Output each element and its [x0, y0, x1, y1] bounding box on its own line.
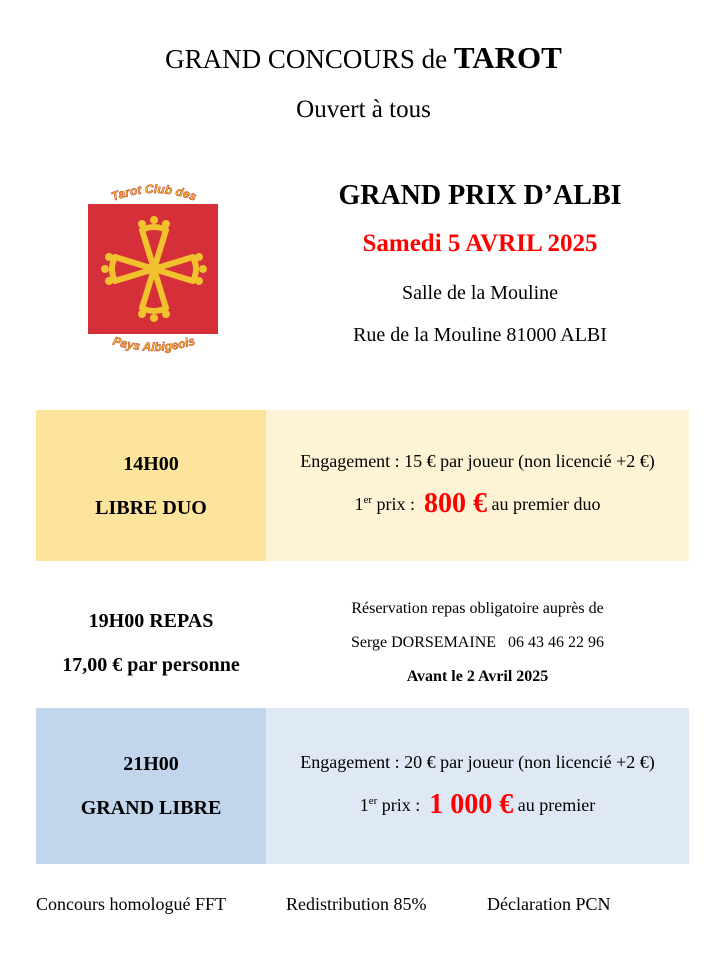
svg-text:Tarot Club des: [109, 182, 198, 204]
title-main: TAROT: [453, 40, 562, 75]
prize-rank-sup: er: [368, 794, 378, 807]
svg-text:Pays Albigeois: [111, 334, 197, 354]
prize-suffix: au premier duo: [491, 494, 601, 514]
event-address: Rue de la Mouline 81000 ALBI: [353, 324, 607, 346]
session-fee: Engagement : 20 € par joueur (non licencié +2 €): [300, 751, 655, 772]
session-info: [36, 708, 266, 864]
meal-price: 17,00 € par personne: [62, 654, 240, 676]
session-prize: [360, 789, 596, 821]
session-row-grand-libre: [36, 708, 689, 864]
session-name: GRAND LIBRE: [80, 797, 222, 819]
footer-declaration: Déclaration PCN: [487, 894, 611, 914]
prize-rank: 1: [359, 794, 369, 815]
session-info: [36, 410, 266, 561]
meal-deadline: Avant le 2 Avril 2025: [406, 668, 549, 685]
meal-details: [266, 583, 689, 703]
session-name: LIBRE DUO: [95, 496, 207, 519]
session-time: 21H00: [123, 753, 179, 775]
prize-label: prix :: [377, 794, 425, 815]
logo-bottom-text: Pays Albigeois: [111, 333, 197, 355]
meal-time: 19H00 REPAS: [88, 610, 214, 632]
event-title: GRAND PRIX D’ALBI: [338, 180, 622, 211]
meal-reservation: Réservation repas obligatoire auprès de: [351, 600, 604, 617]
footer-homologation: Concours homologué FFT: [36, 894, 227, 914]
club-logo: [84, 182, 224, 358]
event-date: Samedi 5 AVRIL 2025: [362, 230, 598, 257]
page-title: [0, 40, 727, 76]
session-fee: Engagement : 15 € par joueur (non licencié +2 €): [300, 451, 655, 471]
session-time: 14H00: [123, 452, 179, 475]
footer-redistribution: Redistribution 85%: [286, 894, 427, 914]
prize-rank: 1: [354, 494, 364, 514]
meal-row: [36, 583, 689, 703]
prize-label: prix :: [372, 494, 420, 514]
prize-suffix: au premier: [517, 794, 596, 815]
event-venue: Salle de la Mouline: [401, 282, 559, 304]
session-details: [266, 708, 689, 864]
session-row-libre-duo: [36, 410, 689, 561]
prize-amount: 800 €: [424, 488, 488, 519]
meal-contact: Serge DORSEMAINE 06 43 46 22 96: [350, 634, 605, 651]
meal-info: [36, 583, 266, 703]
logo-top-text: Tarot Club des: [109, 182, 199, 204]
session-prize: [354, 488, 600, 520]
prize-amount: 1 000 €: [429, 788, 514, 820]
page-subtitle: Ouvert à tous: [296, 96, 431, 123]
prize-rank-sup: er: [363, 494, 373, 506]
title-prefix: GRAND CONCOURS de: [165, 44, 448, 74]
session-details: [266, 410, 689, 561]
